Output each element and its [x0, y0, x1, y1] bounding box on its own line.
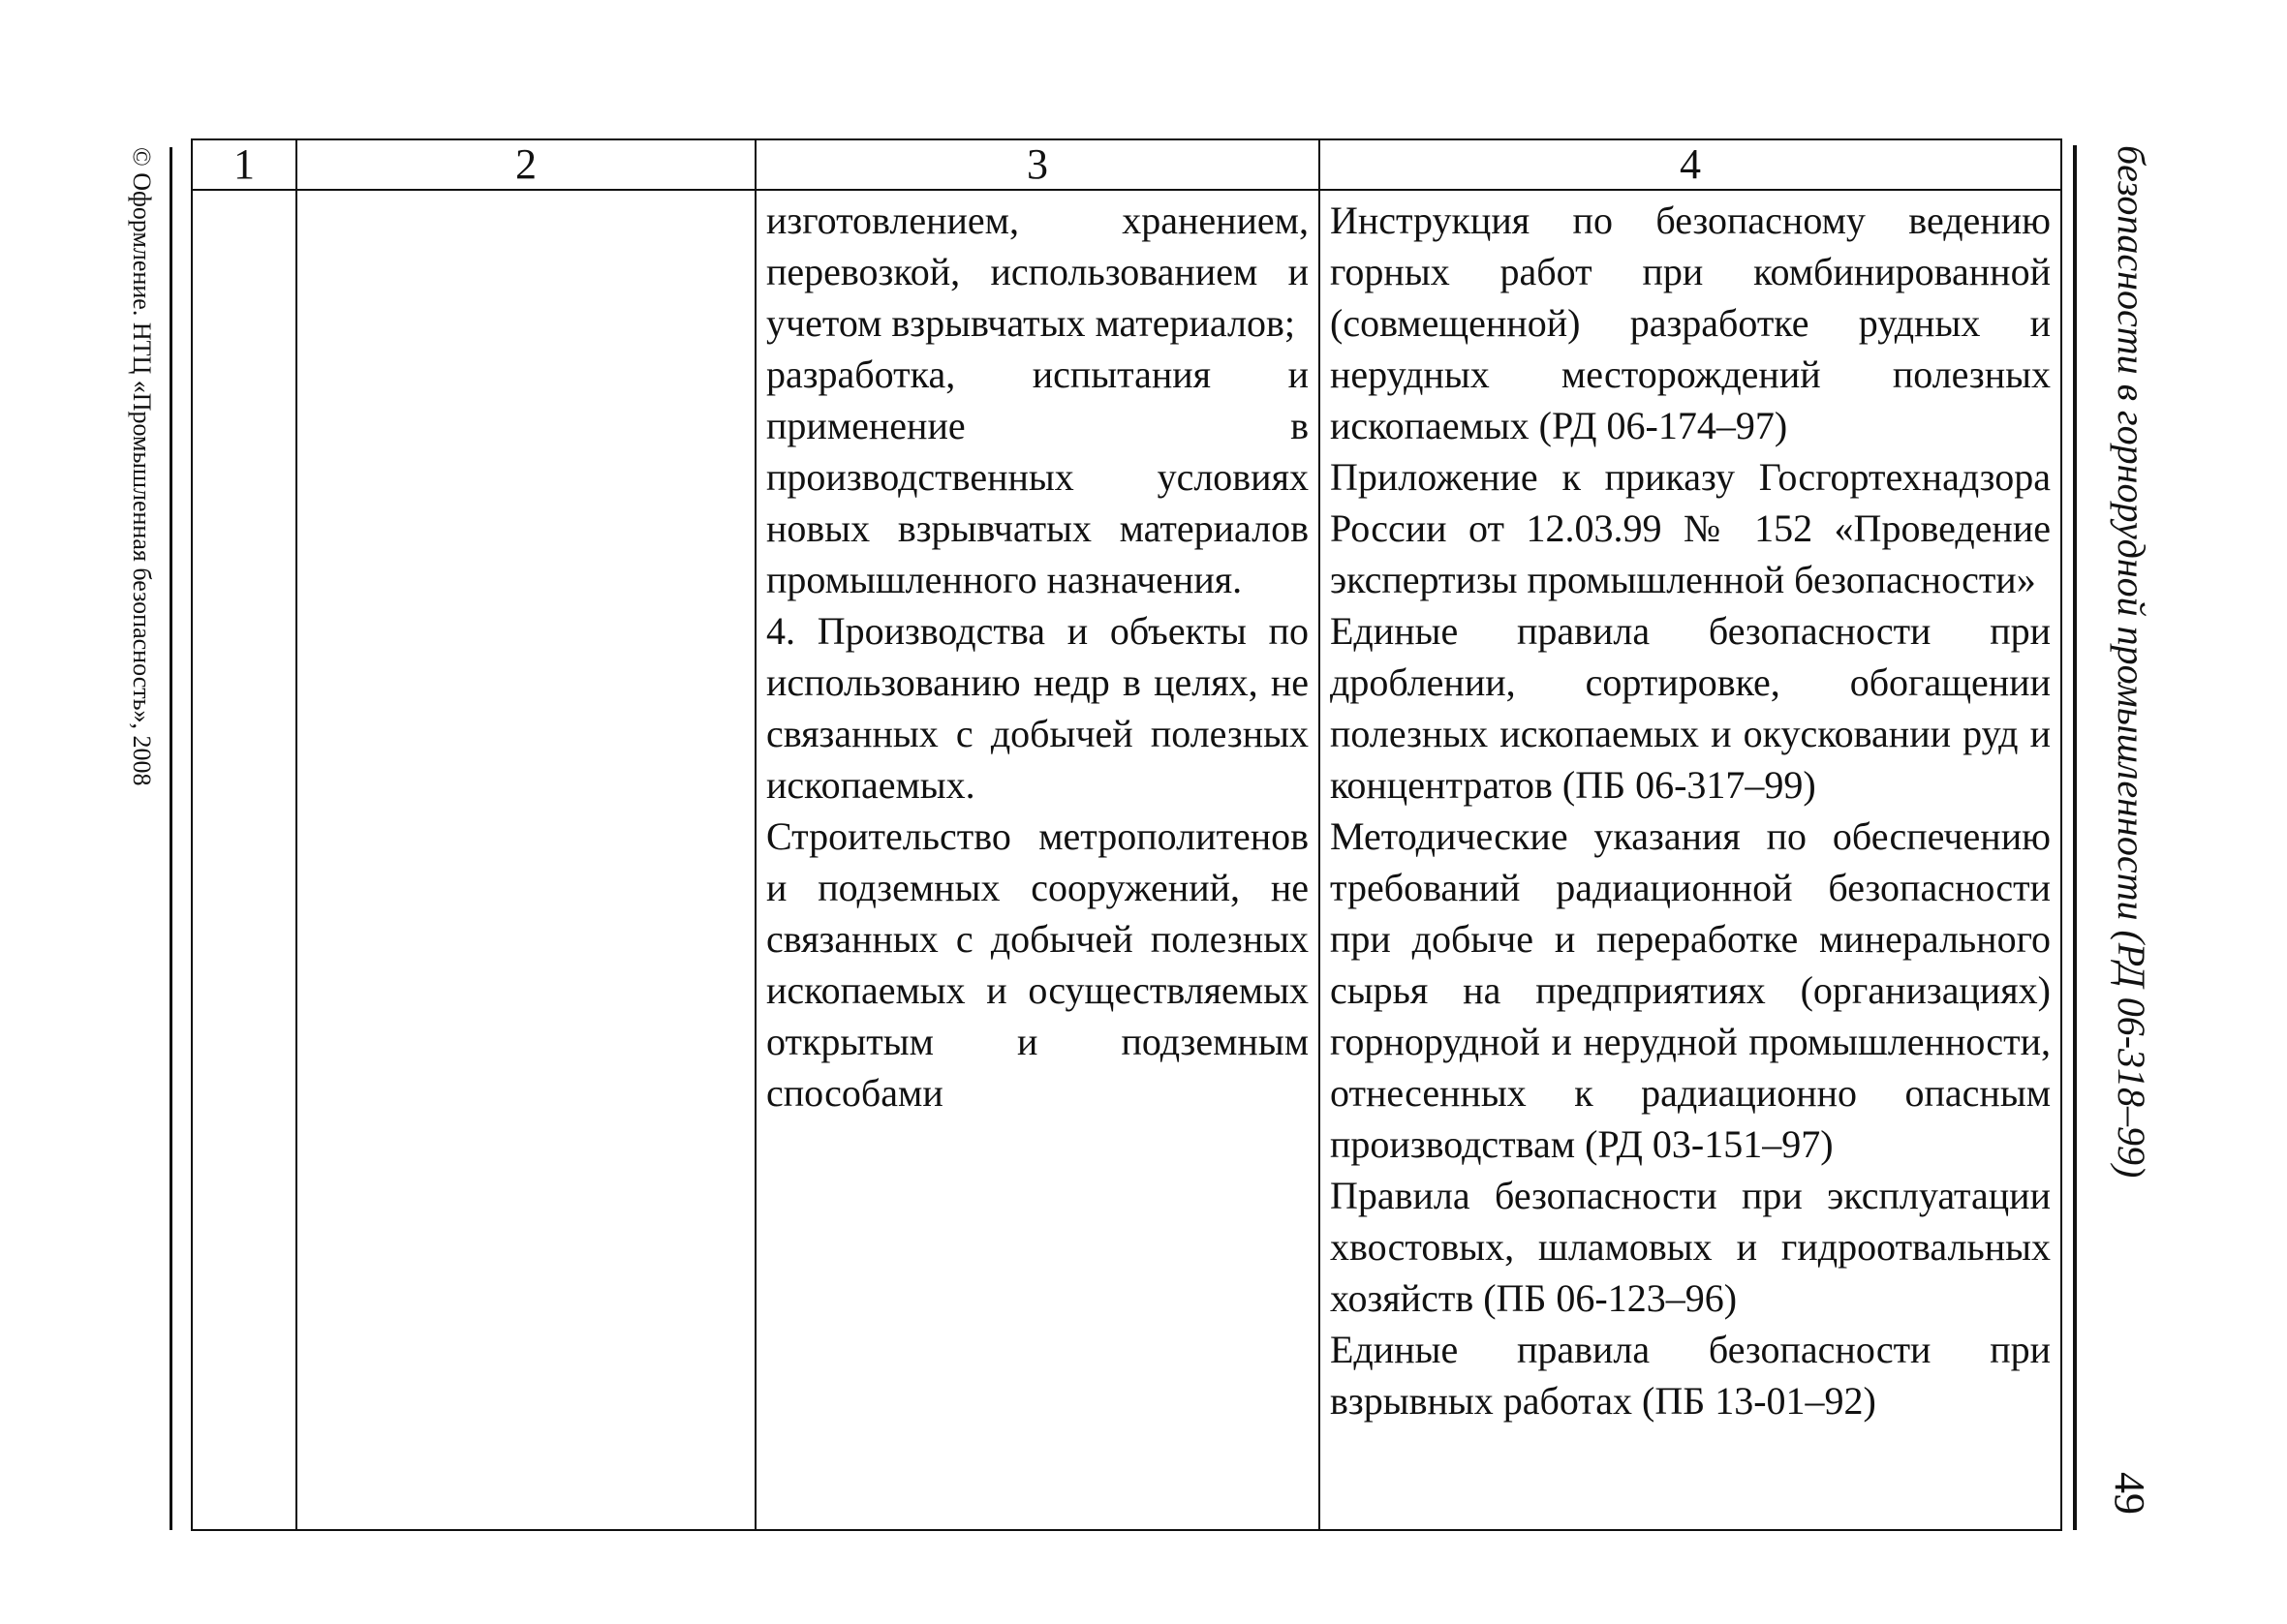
- col4-paragraph: Приложение к приказу Госгортехнадзора России от 12.03.99 № 152 «Проведение экспертизы промышленной безопасности»: [1330, 455, 2051, 601]
- copyright-note: [127, 147, 156, 883]
- col3-paragraph: Строительство метрополитенов и подземных сооружений, не связанных с добычей полезных ископаемых и осуществляемых открытым и подземным способами: [766, 814, 1309, 1115]
- cell-col-4: [1319, 190, 2061, 1530]
- col4-paragraph: Единые правила безопасности при взрывных работах (ПБ 13-01–92): [1330, 1328, 2051, 1423]
- col4-paragraph: Методические указания по обеспечению требований радиационной безопасности при добыче и переработке минерального сырья на предприятиях (организациях) горнорудной и нерудной промышленности, отнесенных к радиационно опасным производствам (РД 03-151–97): [1330, 814, 2051, 1166]
- running-header: [2102, 145, 2154, 1210]
- copyright-text: © Оформление. НТЦ «Промышленная безопасность», 2008: [128, 147, 156, 786]
- cell-col-1: [192, 190, 296, 1530]
- requirements-table: [191, 138, 2062, 1531]
- column-header-4: 4: [1319, 139, 2061, 190]
- col4-paragraph: Правила безопасности при эксплуатации хвостовых, шламовых и гидроотвальных хозяйств (ПБ 06-123–96): [1330, 1174, 2051, 1320]
- column-header-2: 2: [296, 139, 756, 190]
- left-margin-rule: [170, 147, 172, 1530]
- running-header-text: безопасности в горнорудной промышленности (РД 06-318–99): [2110, 145, 2153, 1179]
- col3-paragraph: разработка, испытания и применение в производственных условиях новых взрывчатых материалов промышленного назначения.: [766, 352, 1309, 601]
- col3-paragraph: 4. Производства и объекты по использованию недр в целях, не связанных с добычей полезных ископаемых.: [766, 609, 1309, 807]
- page-number-text: 49: [2106, 1472, 2153, 1515]
- col4-paragraph: Инструкция по безопасному ведению горных работ при комбинированной (совмещенной) разработке рудных и нерудных месторождений полезных ископаемых (РД 06-174–97): [1330, 199, 2051, 447]
- right-margin-rule: [2073, 145, 2077, 1530]
- page-number: [2102, 1472, 2154, 1530]
- table-header-row: [192, 139, 2061, 190]
- col3-paragraph: изготовлением, хранением, перевозкой, использованием и учетом взрывчатых материалов;: [766, 199, 1309, 345]
- col3-text: [766, 195, 1309, 1118]
- column-header-3: 3: [756, 139, 1319, 190]
- cell-col-2: [296, 190, 756, 1530]
- column-header-1: 1: [192, 139, 296, 190]
- col4-paragraph: Единые правила безопасности при дроблении, сортировке, обогащении полезных ископаемых и окусковании руд и концентратов (ПБ 06-317–99): [1330, 609, 2051, 807]
- col4-text: [1330, 195, 2051, 1426]
- cell-col-3: [756, 190, 1319, 1530]
- table-row: [192, 190, 2061, 1530]
